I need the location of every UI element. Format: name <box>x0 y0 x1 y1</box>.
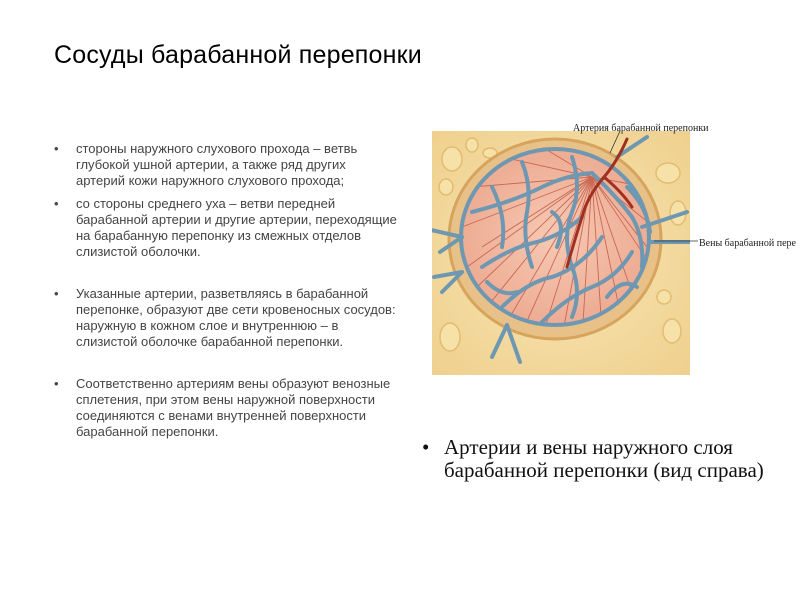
bullet-item: • со стороны среднего уха – ветви передней барабанной артерии и другие артерии, переходящие на барабанную перепонку из смежных отделов слизистой оболочки. <box>52 196 397 260</box>
caption-item: • Артерии и вены наружного слоя барабанной перепонки (вид справа) <box>420 436 780 482</box>
artery-label: Артерия барабанной перепонки <box>573 123 709 134</box>
figure-caption <box>420 436 780 482</box>
bullet-list <box>52 141 397 440</box>
eardrum-vessels-illustration <box>432 117 800 375</box>
bullet-item: • Соответственно артериям вены образуют венозные сплетения, при этом вены наружной поверхности соединяются с венами внутренней поверхности барабанной перепонки. <box>52 376 397 440</box>
veins-label: Вены барабанной пере <box>699 238 796 249</box>
bullet-item: • стороны наружного слухового прохода – ветвь глубокой ушной артерии, а также ряд других артерий кожи наружного слухового прохода; <box>52 141 397 189</box>
bullet-item: • Указанные артерии, разветвляясь в барабанной перепонке, образуют две сети кровеносных сосудов: наружную в кожном слое и внутреннюю – в слизистой оболочке барабанной перепонки. <box>52 286 397 350</box>
slide-title: Сосуды барабанной перепонки <box>54 41 422 69</box>
